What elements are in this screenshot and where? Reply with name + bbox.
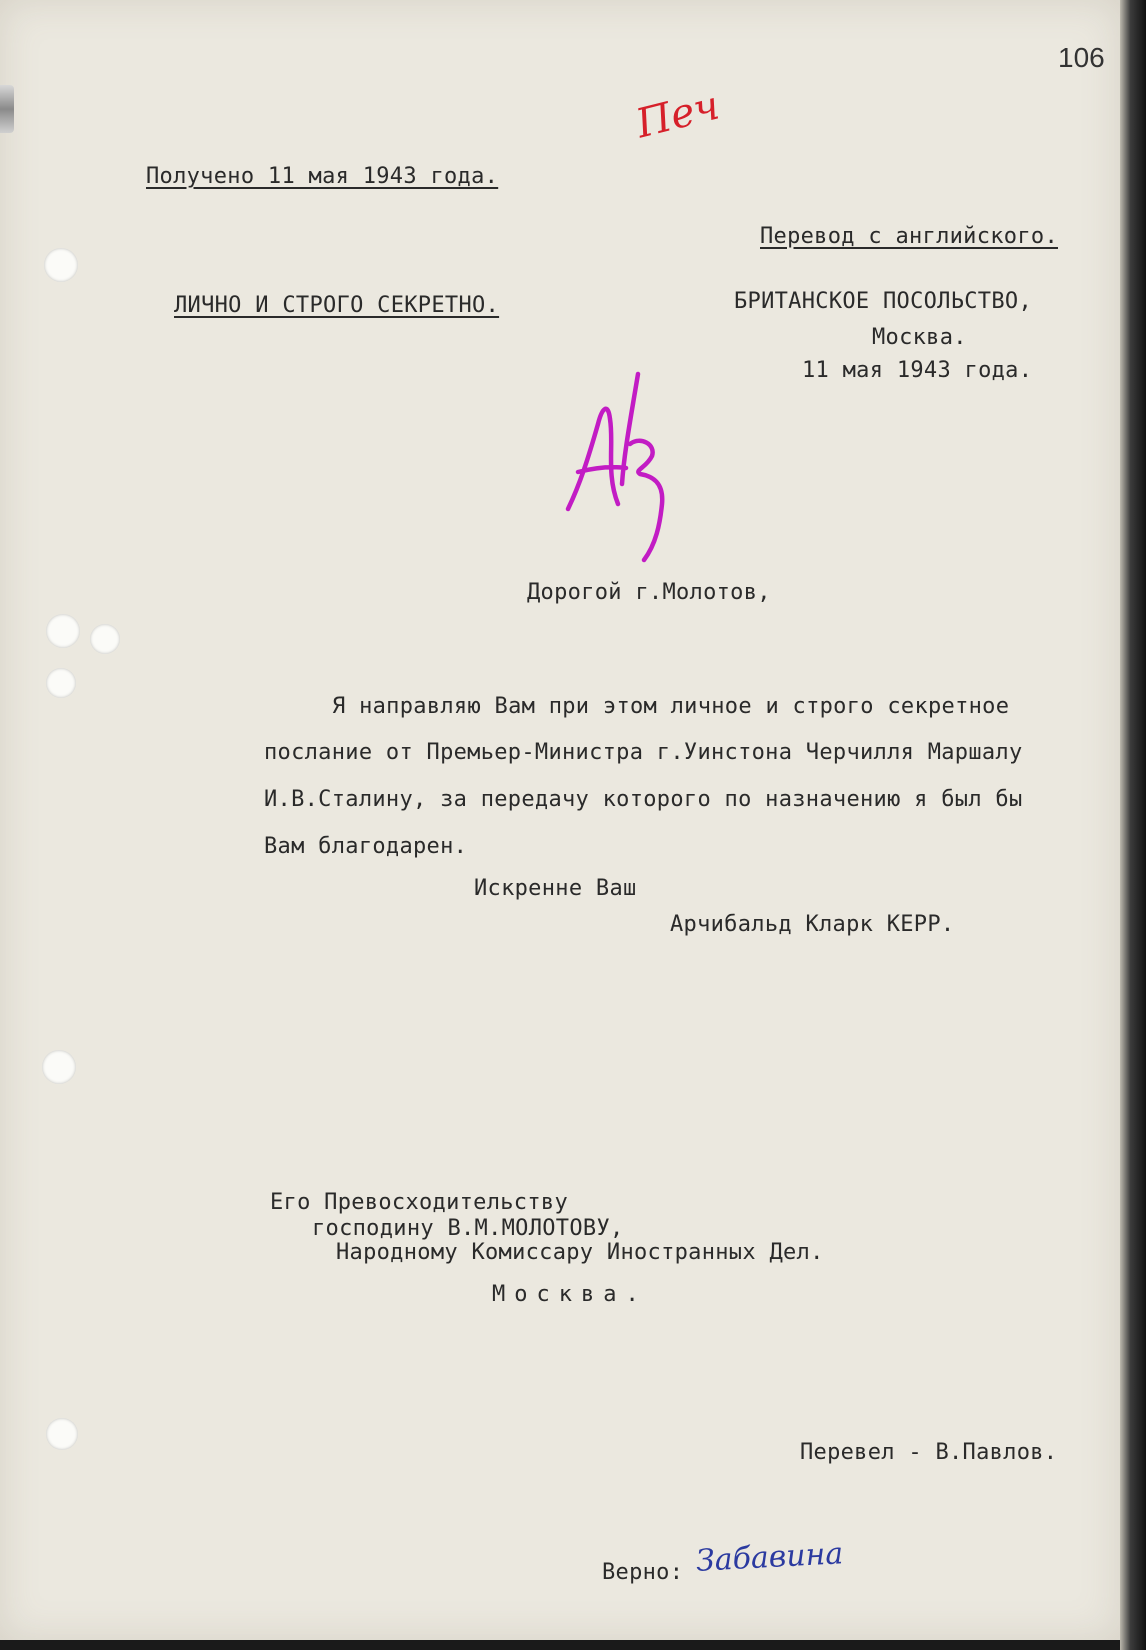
resolution-mark: Печ — [631, 82, 724, 148]
scan-edge — [1120, 0, 1146, 1650]
binder-clip — [0, 85, 14, 133]
punch-hole — [42, 1050, 76, 1084]
signature-initials-mark — [560, 364, 700, 564]
body-line-4: Вам благодарен. — [264, 834, 468, 859]
salutation: Дорогой г.Молотов, — [527, 580, 771, 605]
recipient-city: Москва. — [492, 1282, 648, 1307]
recipient-line-2: господину В.М.МОЛОТОВУ, — [312, 1216, 624, 1241]
verified-label: Верно: — [602, 1560, 684, 1585]
body-line-3: И.В.Сталину, за передачу которого по назначению я был бы — [264, 787, 1023, 812]
sender-address-line1: БРИТАНСКОЕ ПОСОЛЬСТВО, — [734, 289, 1032, 314]
punch-hole — [44, 248, 78, 282]
body-line-2: послание от Премьер-Министра г.Уинстона Черчилля Маршалу — [264, 740, 1023, 765]
punch-hole — [46, 614, 80, 648]
punch-hole — [46, 1418, 78, 1450]
verified-signature: Забавина — [695, 1536, 845, 1579]
recipient-line-3: Народному Комиссару Иностранных Дел. — [336, 1240, 824, 1265]
recipient-line-1: Его Превосходительству — [270, 1190, 568, 1215]
translation-note: Перевод с английского. — [760, 224, 1058, 249]
sender-address-city: Москва. — [872, 325, 967, 350]
classification: ЛИЧНО И СТРОГО СЕКРЕТНО. — [174, 293, 500, 318]
sender-address-date: 11 мая 1943 года. — [802, 358, 1033, 383]
closing: Искренне Ваш — [474, 876, 637, 901]
punch-hole — [90, 624, 120, 654]
page-number: 106 — [1058, 42, 1105, 73]
translator-note: Перевел - В.Павлов. — [800, 1440, 1058, 1465]
body-line-1: Я направляю Вам при этом личное и строго секретное — [332, 694, 1010, 719]
punch-hole — [46, 668, 76, 698]
received-date: Получено 11 мая 1943 года. — [146, 164, 499, 189]
signer-name: Арчибальд Кларк КЕРР. — [670, 912, 955, 937]
